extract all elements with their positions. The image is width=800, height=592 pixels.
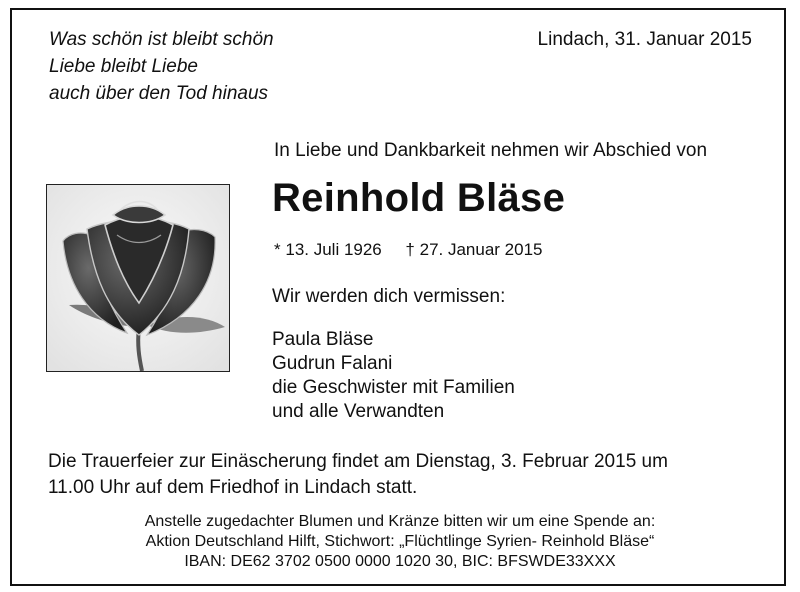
motto-line: Was schön ist bleibt schön — [49, 29, 274, 50]
mourners-list — [272, 328, 515, 424]
place-date: Lindach, 31. Januar 2015 — [537, 29, 752, 50]
birth-symbol: * — [274, 240, 281, 259]
rose-photo — [46, 184, 230, 372]
ceremony-info — [48, 449, 758, 501]
bank-details: IBAN: DE62 3702 0500 0000 1020 30, BIC: BFSWDE33XXX — [184, 553, 616, 570]
motto-line: Liebe bleibt Liebe — [49, 56, 198, 77]
rose-icon — [47, 185, 229, 371]
ceremony-line: Die Trauerfeier zur Einäscherung findet am Dienstag, 3. Februar 2015 um — [48, 451, 668, 472]
mourner: Paula Bläse — [272, 329, 374, 350]
donation-info — [48, 512, 752, 572]
mourner: Gudrun Falani — [272, 353, 393, 374]
motto — [49, 26, 274, 107]
ceremony-line: 11.00 Uhr auf dem Friedhof in Lindach statt. — [48, 477, 418, 498]
birth-date: 13. Juli 1926 — [285, 240, 382, 259]
donation-line: Anstelle zugedachter Blumen und Kränze bitten wir um eine Spende an: — [144, 513, 656, 530]
death-date: 27. Januar 2015 — [419, 240, 543, 259]
death-symbol: † — [405, 240, 415, 259]
mourner: und alle Verwandten — [272, 401, 445, 422]
mourner: die Geschwister mit Familien — [272, 377, 515, 398]
donation-line: Aktion Deutschland Hilft, Stichwort: „Flüchtlinge Syrien- Reinhold Bläse“ — [145, 533, 655, 550]
motto-line: auch über den Tod hinaus — [49, 83, 269, 104]
life-dates — [274, 240, 543, 260]
farewell-intro: In Liebe und Dankbarkeit nehmen wir Abschied von — [274, 140, 708, 161]
deceased-name: Reinhold Bläse — [272, 176, 566, 220]
missing-line: Wir werden dich vermissen: — [272, 286, 506, 307]
